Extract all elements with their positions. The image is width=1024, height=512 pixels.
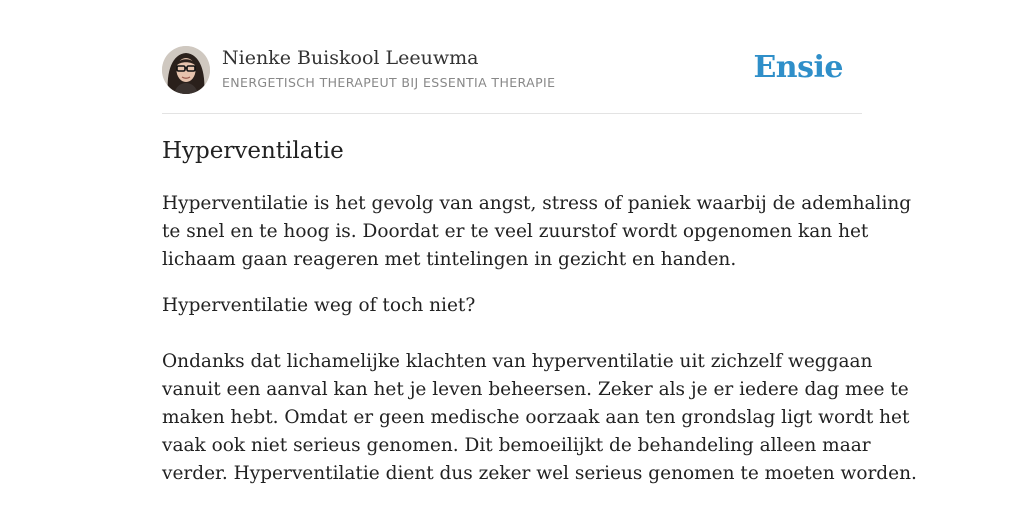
text-line: te snel en te hoog is. Doordat er te veel zuurstof wordt opgenomen kan het	[162, 221, 869, 242]
text-line: maken hebt. Omdat er geen medische oorzaak aan ten grondslag ligt wordt het	[162, 407, 910, 428]
text-line: Ondanks dat lichamelijke klachten van hyperventilatie uit zichzelf weggaan	[162, 351, 873, 372]
paragraph-3	[162, 348, 917, 488]
text-line: vaak ook niet serieus genomen. Dit bemoeilijkt de behandeling alleen maar	[162, 435, 871, 456]
author-header	[162, 46, 862, 96]
author-avatar[interactable]	[162, 46, 210, 94]
text-line: Hyperventilatie is het gevolg van angst, stress of paniek waarbij de ademhaling	[162, 193, 912, 214]
text-line: Hyperventilatie weg of toch niet?	[162, 295, 476, 316]
author-name[interactable]: Nienke Buiskool Leeuwma	[222, 47, 479, 69]
ensie-logo[interactable]: Ensie	[753, 50, 843, 85]
article-body	[162, 190, 917, 488]
text-line: vanuit een aanval kan het je leven beheersen. Zeker als je er iedere dag mee te	[162, 379, 909, 400]
text-line: verder. Hyperventilatie dient dus zeker wel serieus genomen te moeten worden.	[162, 463, 917, 484]
paragraph-2	[162, 292, 862, 320]
text-line: lichaam gaan reageren met tintelingen in gezicht en handen.	[162, 249, 737, 270]
paragraph-1	[162, 190, 912, 274]
person-portrait-icon	[162, 46, 210, 94]
header-divider	[162, 113, 862, 114]
article-title: Hyperventilatie	[162, 138, 344, 164]
definition-card	[162, 0, 917, 512]
author-title: ENERGETISCH THERAPEUT BIJ ESSENTIA THERAPIE	[222, 75, 556, 90]
